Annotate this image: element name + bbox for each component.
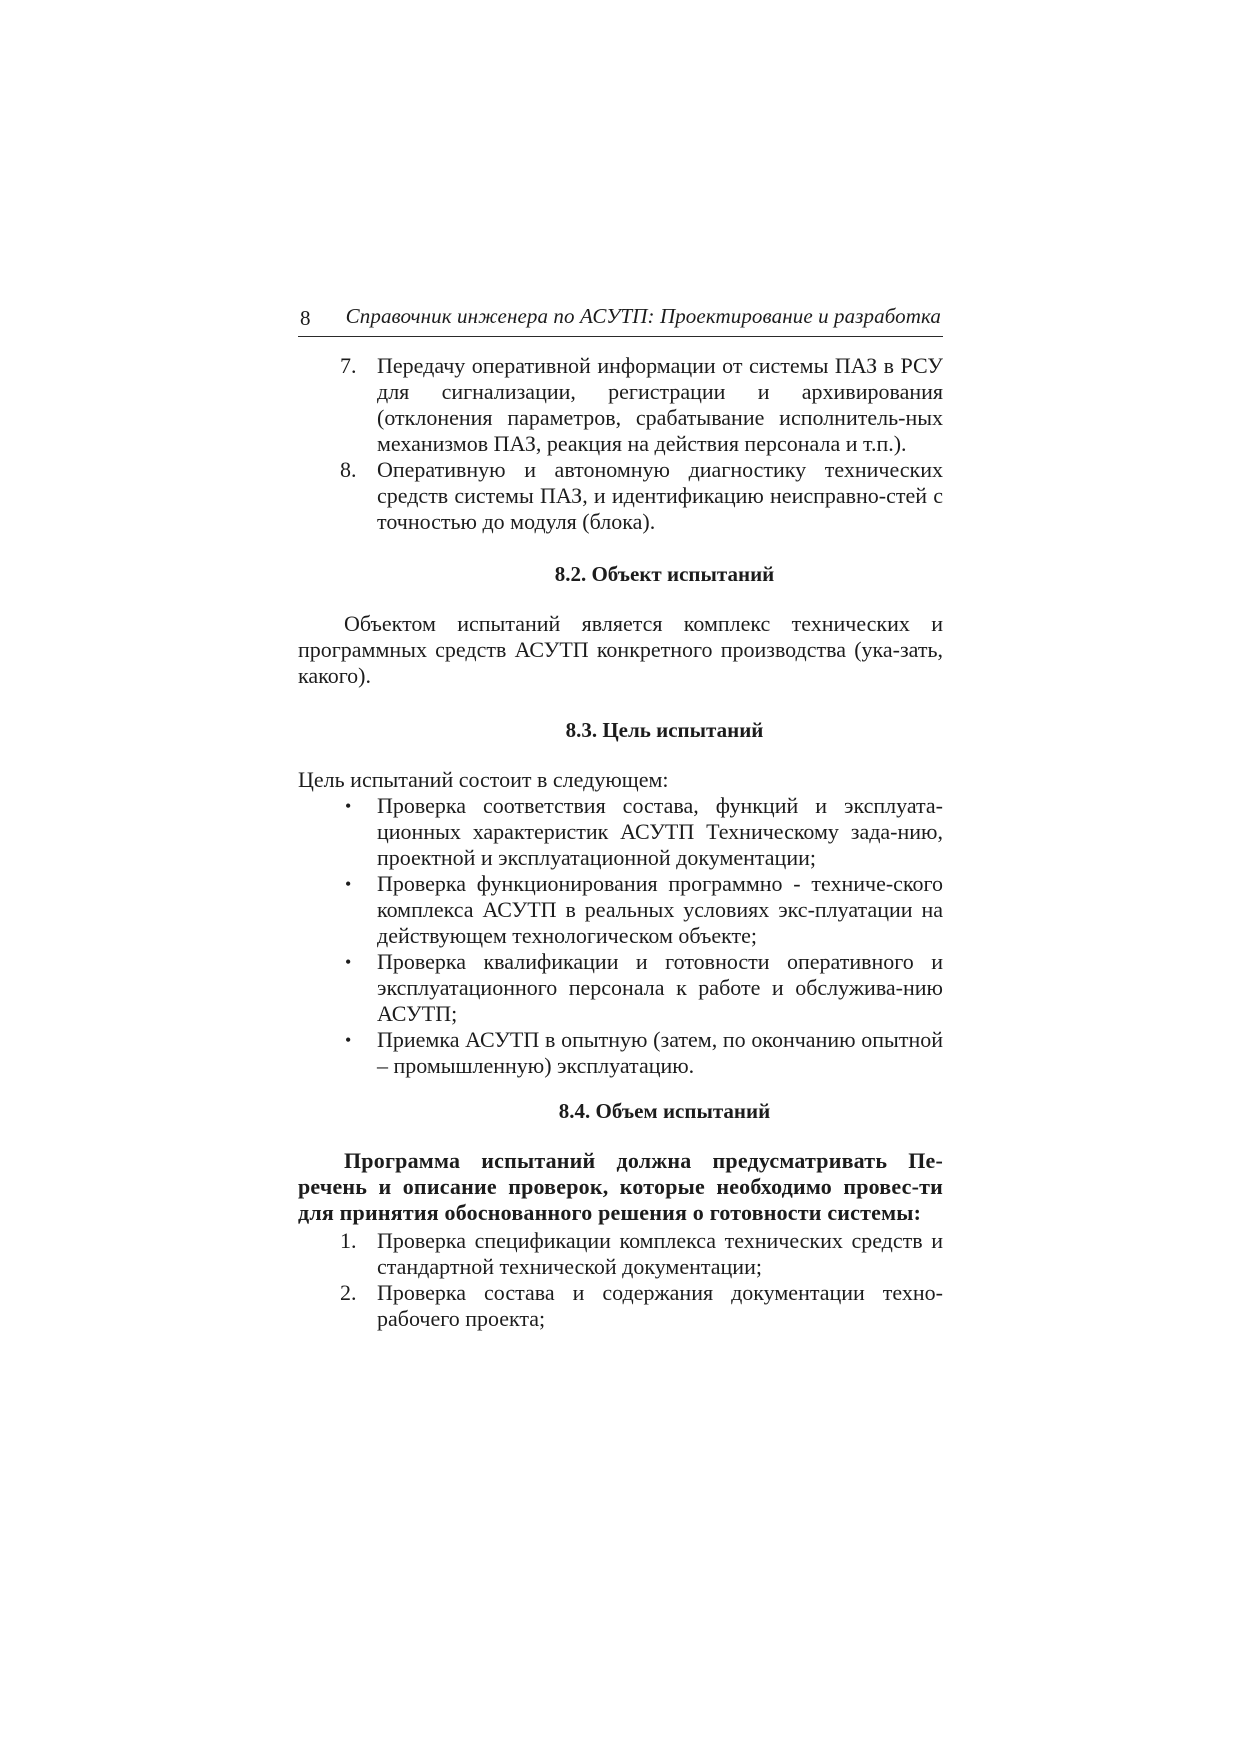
bullet-marker: • xyxy=(345,952,352,972)
running-head xyxy=(298,300,943,337)
bullet-marker: • xyxy=(345,1030,352,1050)
book-page xyxy=(298,300,943,1332)
running-title: Справочник инженера по АСУТП: Проектирование и разработка xyxy=(345,304,941,328)
page-number: 8 xyxy=(300,306,311,330)
section-8-2-paragraph: Объектом испытаний является комплекс технических и программных средств АСУТП конкретного производства (ука-зать, какого). xyxy=(298,611,943,688)
bullet-item xyxy=(298,793,943,871)
bullet-marker: • xyxy=(345,796,352,816)
checks-numbered-list xyxy=(298,1228,943,1332)
bullet-marker: • xyxy=(345,874,352,894)
page-content xyxy=(298,337,943,1332)
list-item-text: Проверка спецификации комплекса технических средств и стандартной технической документации; xyxy=(377,1228,943,1279)
list-item-number: 7. xyxy=(340,353,357,378)
list-item-number: 8. xyxy=(340,457,357,482)
bullet-text: Проверка функционирования программно - техниче-ского комплекса АСУТП в реальных условиях экс-плуатации на действующем технологическом объекте; xyxy=(377,871,943,948)
bullet-item xyxy=(298,1027,943,1079)
list-item-text: Проверка состава и содержания документации техно-рабочего проекта; xyxy=(377,1280,943,1331)
list-item xyxy=(298,1280,943,1332)
continued-numbered-list xyxy=(298,353,943,535)
list-item-number: 1. xyxy=(340,1228,357,1253)
list-item-text: Оперативную и автономную диагностику технических средств системы ПАЗ, и идентификацию неисправно-стей с точностью до модуля (блока). xyxy=(377,457,943,534)
bullet-text: Проверка соответствия состава, функций и эксплуата-ционных характеристик АСУТП Техническому зада-нию, проектной и эксплуатационной документации; xyxy=(377,793,943,870)
goals-bullet-list xyxy=(298,793,943,1079)
list-item xyxy=(298,353,943,457)
bullet-text: Приемка АСУТП в опытную (затем, по окончанию опытной – промышленную) эксплуатацию. xyxy=(377,1027,943,1078)
list-item xyxy=(298,1228,943,1280)
bullet-item xyxy=(298,949,943,1027)
section-heading-8-3: 8.3. Цель испытаний xyxy=(565,718,764,742)
section-heading-8-2: 8.2. Объект испытаний xyxy=(554,562,775,586)
list-item-number: 2. xyxy=(340,1280,357,1305)
section-8-4-bold-paragraph: Программа испытаний должна предусматривать Пе-речень и описание проверок, которые необходимо провес-ти для принятия обоснованного решения о готовности системы: xyxy=(298,1148,943,1225)
list-item-text: Передачу оперативной информации от системы ПАЗ в РСУ для сигнализации, регистрации и архивирования (отклонения параметров, срабатывание исполнитель-ных механизмов ПАЗ, реакция на действия персонала и т.п.). xyxy=(377,353,943,456)
list-item xyxy=(298,457,943,535)
section-heading-8-4: 8.4. Объем испытаний xyxy=(558,1099,771,1123)
bullet-text: Проверка квалификации и готовности оперативного и эксплуатационного персонала к работе и обслужива-нию АСУТП; xyxy=(377,949,943,1026)
section-8-3-intro: Цель испытаний состоит в следующем: xyxy=(298,767,669,792)
bullet-item xyxy=(298,871,943,949)
